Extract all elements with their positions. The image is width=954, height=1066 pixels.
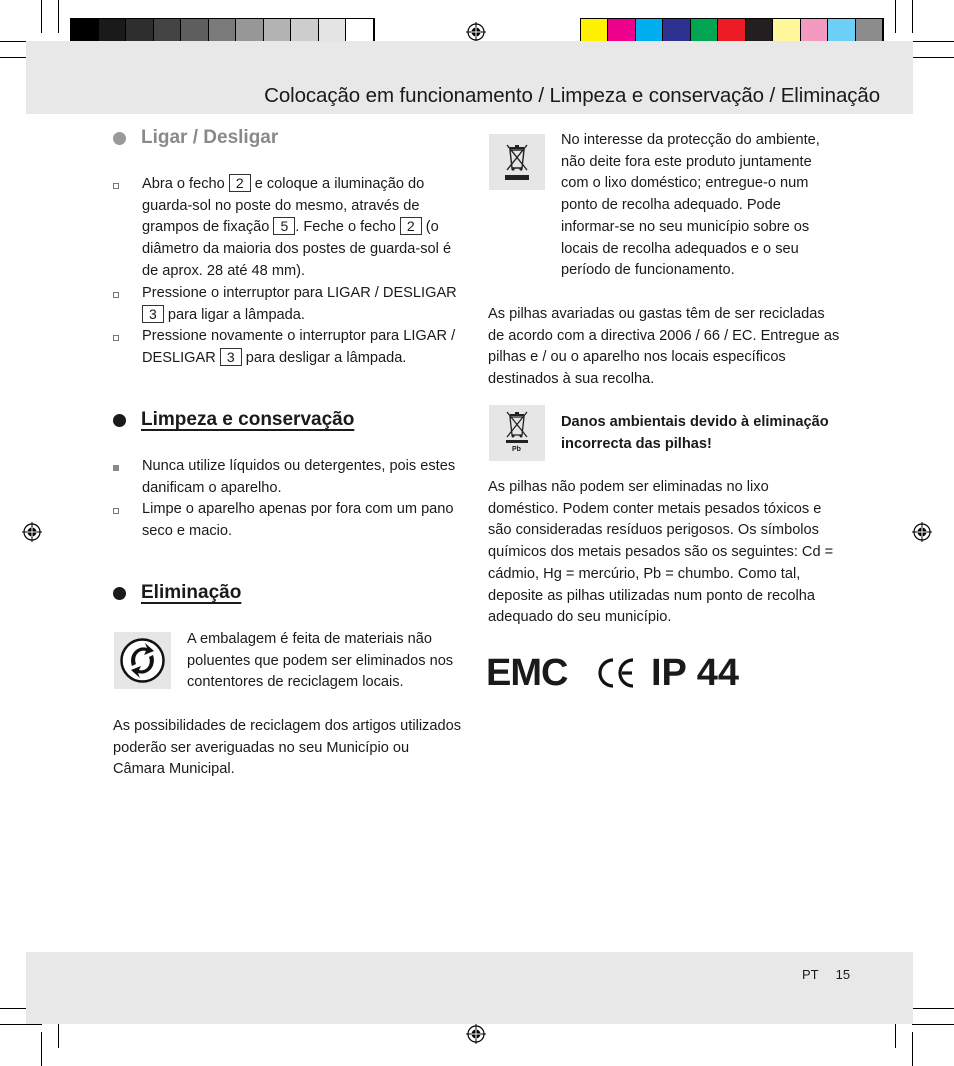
ce-mark xyxy=(595,656,637,695)
weee-text: No interesse da protecção do ambiente, não deite fora este produto juntamente com o lixo doméstico; entregue-o num ponto de recolha adequado. Pode informar-se no seu município sobre os locais de recolha adequados e o seu período de funcionamento. xyxy=(561,132,820,279)
footer-page-info xyxy=(802,967,850,982)
list-item xyxy=(113,456,463,499)
part-number-box: 2 xyxy=(229,174,251,192)
heading-text: Ligar / Desligar xyxy=(141,127,279,148)
bullet-dot-icon xyxy=(113,587,126,600)
language-code: PT xyxy=(802,967,819,982)
bullet-dot-icon xyxy=(113,132,126,145)
page-title: Colocação em funcionamento / Limpeza e conservação / Eliminação xyxy=(264,84,880,107)
list-item xyxy=(113,499,463,542)
square-bullet-icon xyxy=(113,465,119,471)
packaging-text: A embalagem é feita de materiais não poluentes que podem ser eliminados nos contentores de reciclagem locais. xyxy=(187,631,454,691)
bullet-dot-icon xyxy=(113,414,126,427)
ip-label: IP xyxy=(651,652,687,694)
item-text: para ligar a lâmpada. xyxy=(167,306,305,323)
crop-mark xyxy=(0,1024,42,1025)
recycle-green-dot-icon xyxy=(114,632,171,689)
registration-mark-icon xyxy=(912,522,932,542)
part-number-box: 3 xyxy=(142,305,164,323)
crop-mark xyxy=(41,1032,42,1066)
recycling-text: As possibilidades de reciclagem dos artigos utilizados poderão ser averiguadas no seu Município ou Câmara Municipal. xyxy=(113,718,461,778)
item-text: Nunca utilize líquidos ou detergentes, pois estes danificam o aparelho. xyxy=(142,458,456,496)
item-text: e coloque a iluminação do guarda-sol no poste do mesmo, através de grampos de fixação xyxy=(142,176,425,236)
item-text: para desligar a lâmpada. xyxy=(245,349,407,366)
ip-mark xyxy=(651,652,739,695)
crop-mark xyxy=(912,1008,954,1009)
registration-mark-icon xyxy=(22,522,42,542)
checkbox-bullet-icon xyxy=(113,335,119,341)
crop-mark xyxy=(41,0,42,33)
checkbox-bullet-icon xyxy=(113,292,119,298)
list-item xyxy=(113,283,463,326)
pb-label: Pb xyxy=(512,446,521,453)
part-number-box: 3 xyxy=(220,348,242,366)
registration-mark-icon xyxy=(466,1024,486,1044)
crop-mark xyxy=(912,57,954,58)
crossed-bin-icon xyxy=(489,134,545,190)
registration-mark-icon xyxy=(466,22,486,42)
part-number-box: 5 xyxy=(273,217,295,235)
crossed-bin-pb-icon xyxy=(489,405,545,461)
part-number-box: 2 xyxy=(400,217,422,235)
footer-band xyxy=(26,952,913,1024)
section-heading-limpeza xyxy=(113,409,354,431)
batteries-text: As pilhas avariadas ou gastas têm de ser recicladas de acordo com a directiva 2006 / 66 / EC. Entregue as pilhas e / ou o aparelho nos locais específicos destinados à sua recolha. xyxy=(488,306,840,388)
crop-mark xyxy=(912,0,913,33)
crop-mark xyxy=(912,1032,913,1066)
ip-code: 44 xyxy=(696,652,740,694)
checkbox-bullet-icon xyxy=(113,183,119,189)
crop-mark xyxy=(58,0,59,33)
crop-mark xyxy=(912,41,954,42)
item-text: Abra o fecho xyxy=(142,176,225,192)
emc-mark: EMC xyxy=(486,652,568,694)
item-text: Limpe o aparelho apenas por fora com um pano seco e macio. xyxy=(142,501,454,539)
page-number: 15 xyxy=(835,967,851,982)
section-heading-eliminacao xyxy=(113,582,241,604)
heading-text: Eliminação xyxy=(141,582,242,603)
list-item xyxy=(113,174,463,283)
crop-mark xyxy=(912,1024,954,1025)
item-text: (o diâmetro da maioria dos postes de guarda-sol é de aprox. 28 até 48 mm). xyxy=(142,219,452,279)
item-text: Pressione novamente o interruptor para LIGAR / DESLIGAR xyxy=(142,328,456,366)
list-item xyxy=(113,326,463,369)
heavy-metals-text: As pilhas não podem ser eliminadas no lixo doméstico. Podem conter metais pesados tóxicos e são consideradas resíduos perigosos. Os símbolos químicos dos metais pesados são os seguintes: Cd = cádmio, Hg = mercúrio, Pb = chumbo. Como tal, deposite as pilhas utilizadas num ponto de recolha adequado do seu município. xyxy=(488,479,834,626)
crop-mark xyxy=(895,0,896,33)
heading-text: Limpeza e conservação xyxy=(141,409,355,430)
item-text: Pressione o interruptor para LIGAR / DESLIGAR xyxy=(142,285,457,301)
item-text: . Feche o fecho xyxy=(295,219,396,236)
checkbox-bullet-icon xyxy=(113,508,119,514)
section-heading-ligar xyxy=(113,127,278,149)
warning-text: Danos ambientais devido à eliminação incorrecta das pilhas! xyxy=(561,414,829,452)
